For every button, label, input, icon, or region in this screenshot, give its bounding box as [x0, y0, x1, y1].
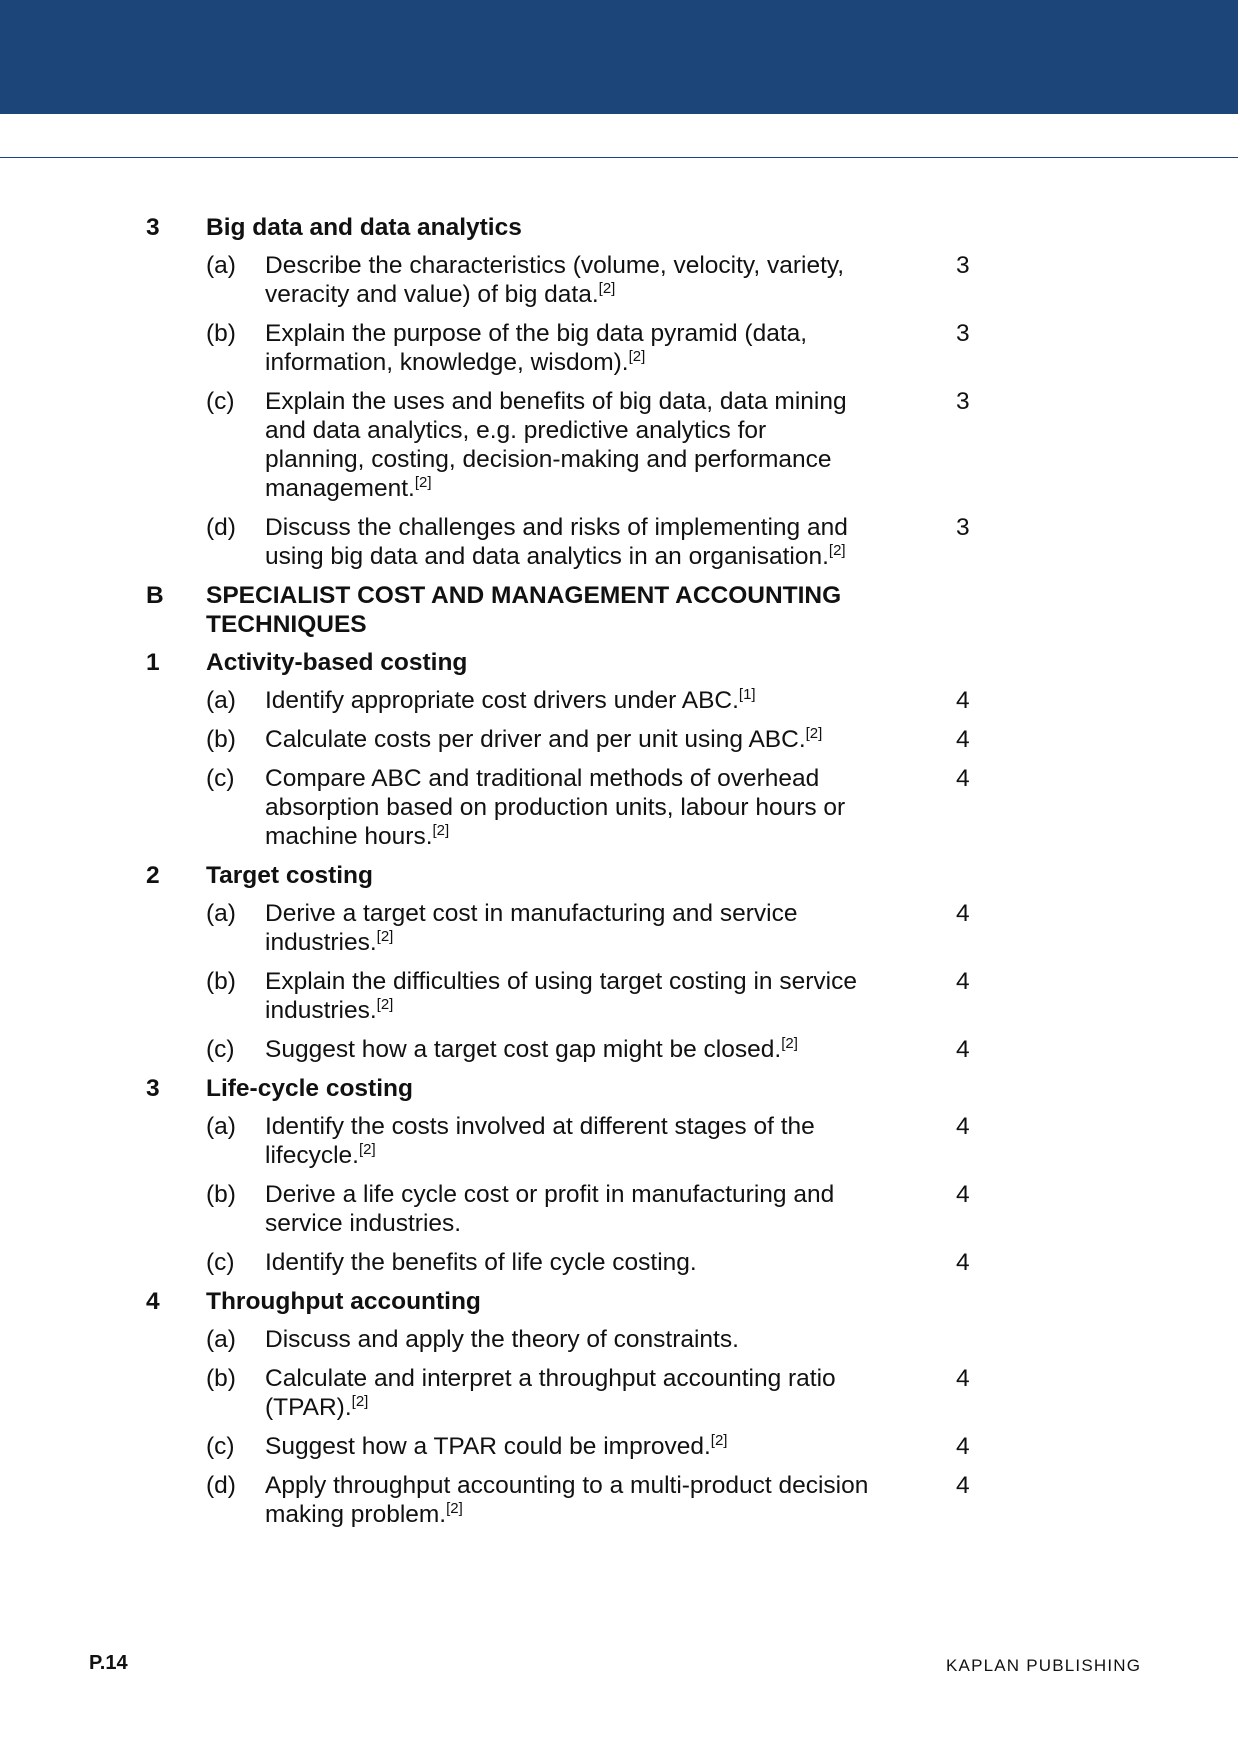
outcome-text — [265, 764, 895, 851]
publisher-name: KAPLAN PUBLISHING — [946, 1656, 1142, 1675]
intellectual-level: 4 — [956, 1472, 970, 1499]
reference-note: [2] — [376, 928, 394, 945]
reference-note: [2] — [710, 1432, 728, 1449]
outcome-text-line — [265, 822, 895, 851]
outcome-text — [265, 1112, 895, 1170]
outcome-text-segment: Describe the characteristics (volume, velocity, variety, — [265, 252, 845, 279]
section-title — [206, 581, 886, 639]
outcome-text-segment: Calculate costs per driver and per unit using ABC. — [265, 726, 806, 753]
outcome-text-segment: industries. — [265, 997, 377, 1024]
outcome-text-line — [265, 513, 895, 542]
intellectual-level: 4 — [956, 1365, 970, 1392]
outcome-label: (b) — [206, 320, 236, 347]
outcome-label: (c) — [206, 1036, 235, 1063]
section-title: Target costing — [206, 862, 373, 889]
outcome-text-line — [265, 445, 895, 474]
outcome-text — [265, 251, 895, 309]
reference-note: [2] — [805, 725, 823, 742]
intellectual-level: 4 — [956, 1249, 970, 1276]
intellectual-level: 4 — [956, 968, 970, 995]
outcome-text — [265, 1180, 895, 1238]
outcome-text-line — [265, 793, 895, 822]
outcome-text-segment: making problem. — [265, 1501, 447, 1528]
outcome-text — [265, 319, 895, 377]
outcome-text-segment: Identify the costs involved at different stages of the — [265, 1113, 815, 1140]
outcome-text-line — [265, 251, 895, 280]
outcome-text — [265, 1471, 895, 1529]
outcome-text-line — [265, 280, 895, 309]
section-number: 4 — [146, 1288, 160, 1315]
outcome-text-segment: Identify appropriate cost drivers under ABC. — [265, 687, 739, 714]
reference-note: [2] — [351, 1393, 369, 1410]
outcome-label: (b) — [206, 1181, 236, 1208]
outcome-text — [265, 1035, 895, 1064]
outcome-text-line — [265, 1393, 895, 1422]
intellectual-level: 4 — [956, 900, 970, 927]
outcome-text-line — [265, 1209, 895, 1238]
outcome-text-line — [265, 1112, 895, 1141]
outcome-text — [265, 725, 895, 754]
outcome-text-segment: service industries. — [265, 1210, 462, 1237]
outcome-text-line — [265, 764, 895, 793]
section-number: 3 — [146, 1075, 160, 1102]
outcome-text-line — [265, 474, 895, 503]
outcome-text — [265, 1364, 895, 1422]
outcome-label: (c) — [206, 388, 235, 415]
outcome-label: (b) — [206, 726, 236, 753]
outcome-text-line — [265, 1364, 895, 1393]
outcome-text-segment: management. — [265, 475, 415, 502]
outcome-label: (a) — [206, 900, 236, 927]
intellectual-level: 4 — [956, 1181, 970, 1208]
outcome-text-segment: Suggest how a target cost gap might be closed. — [265, 1036, 782, 1063]
section-title: Throughput accounting — [206, 1288, 481, 1315]
intellectual-level: 3 — [956, 388, 970, 415]
outcome-text-segment: Apply throughput accounting to a multi-product decision — [265, 1472, 869, 1499]
intellectual-level: 4 — [956, 1113, 970, 1140]
section-title: Life-cycle costing — [206, 1075, 413, 1102]
outcome-text-segment: planning, costing, decision-making and performance — [265, 446, 832, 473]
reference-note: [1] — [738, 686, 756, 703]
section-number: 3 — [146, 214, 160, 241]
outcome-text-segment: veracity and value) of big data. — [265, 281, 599, 308]
section-number: 2 — [146, 862, 160, 889]
outcome-label: (d) — [206, 1472, 236, 1499]
section-title: Big data and data analytics — [206, 214, 522, 241]
outcome-label: (a) — [206, 1113, 236, 1140]
outcome-text-line — [265, 1248, 895, 1277]
outcome-text-segment: Discuss and apply the theory of constraints. — [265, 1326, 739, 1353]
outcome-text-line — [265, 996, 895, 1025]
outcome-text-line — [265, 416, 895, 445]
outcome-text-segment: information, knowledge, wisdom). — [265, 349, 629, 376]
reference-note: [2] — [828, 542, 846, 559]
reference-note: [2] — [414, 474, 432, 491]
outcome-text-line — [265, 387, 895, 416]
outcome-label: (a) — [206, 687, 236, 714]
outcome-text-segment: Explain the purpose of the big data pyramid (data, — [265, 320, 808, 347]
reference-note: [2] — [598, 280, 616, 297]
outcome-text-segment: Derive a life cycle cost or profit in manufacturing and — [265, 1181, 835, 1208]
outcome-text-segment: Discuss the challenges and risks of implementing and — [265, 514, 848, 541]
outcome-text — [265, 387, 895, 503]
intellectual-level: 4 — [956, 726, 970, 753]
outcome-text-line — [265, 1325, 895, 1354]
outcome-text-line — [265, 928, 895, 957]
outcome-text — [265, 967, 895, 1025]
outcome-label: (a) — [206, 252, 236, 279]
outcome-text-segment: Identify the benefits of life cycle costing. — [265, 1249, 697, 1276]
intellectual-level: 4 — [956, 687, 970, 714]
outcome-text-segment: Calculate and interpret a throughput accounting ratio — [265, 1365, 836, 1392]
outcome-text-segment: Explain the uses and benefits of big data, data mining — [265, 388, 847, 415]
section-title-line: TECHNIQUES — [206, 611, 367, 638]
outcome-text-line — [265, 348, 895, 377]
intellectual-level: 3 — [956, 514, 970, 541]
intellectual-level: 4 — [956, 1036, 970, 1063]
outcome-text-segment: Suggest how a TPAR could be improved. — [265, 1433, 711, 1460]
outcome-label: (c) — [206, 765, 235, 792]
outcome-label: (c) — [206, 1249, 235, 1276]
outcome-text-line — [265, 686, 895, 715]
outcome-text-line — [265, 1180, 895, 1209]
intellectual-level: 3 — [956, 320, 970, 347]
outcome-label: (b) — [206, 1365, 236, 1392]
outcome-text-line — [265, 725, 895, 754]
outcome-label: (c) — [206, 1433, 235, 1460]
reference-note: [2] — [628, 348, 646, 365]
outcome-text-line — [265, 1471, 895, 1500]
reference-note: [2] — [781, 1035, 798, 1052]
outcome-text — [265, 1325, 895, 1354]
outcome-text-segment: using big data and data analytics in an organisation. — [265, 543, 829, 570]
outcome-label: (a) — [206, 1326, 236, 1353]
page-number: P.14 — [89, 1652, 128, 1674]
outcome-text-line — [265, 1432, 895, 1461]
header-band — [0, 0, 1238, 114]
outcome-text-segment: and data analytics, e.g. predictive analytics for — [265, 417, 767, 444]
section-title-line: SPECIALIST COST AND MANAGEMENT ACCOUNTING — [206, 582, 842, 609]
outcome-text-segment: Compare ABC and traditional methods of overhead — [265, 765, 820, 792]
outcome-text-segment: (TPAR). — [265, 1394, 352, 1421]
outcome-text-segment: machine hours. — [265, 823, 433, 850]
reference-note: [2] — [432, 822, 450, 839]
outcome-text-segment: absorption based on production units, labour hours or — [265, 794, 846, 821]
outcome-text-line — [265, 1035, 895, 1064]
outcome-label: (d) — [206, 514, 236, 541]
outcome-text — [265, 686, 895, 715]
outcome-text-line — [265, 1500, 895, 1529]
intellectual-level: 4 — [956, 1433, 970, 1460]
outcome-text-line — [265, 899, 895, 928]
outcome-text-segment: Explain the difficulties of using target costing in service — [265, 968, 857, 995]
outcome-label: (b) — [206, 968, 236, 995]
outcome-text-line — [265, 542, 895, 571]
intellectual-level: 3 — [956, 252, 970, 279]
reference-note: [2] — [376, 996, 394, 1013]
outcome-text-line — [265, 1141, 895, 1170]
intellectual-level: 4 — [956, 765, 970, 792]
section-number: 1 — [146, 649, 160, 676]
outcome-text-segment: Derive a target cost in manufacturing and service — [265, 900, 798, 927]
outcome-text — [265, 1432, 895, 1461]
section-number: B — [146, 582, 164, 609]
outcome-text-segment: industries. — [265, 929, 377, 956]
outcome-text — [265, 899, 895, 957]
section-title: Activity-based costing — [206, 649, 468, 676]
outcome-text-segment: lifecycle. — [265, 1142, 359, 1169]
reference-note: [2] — [446, 1500, 463, 1517]
outcome-text — [265, 1248, 895, 1277]
outcome-text — [265, 513, 895, 571]
header-rule — [0, 157, 1238, 158]
reference-note: [2] — [358, 1141, 376, 1158]
outcome-text-line — [265, 319, 895, 348]
outcome-text-line — [265, 967, 895, 996]
